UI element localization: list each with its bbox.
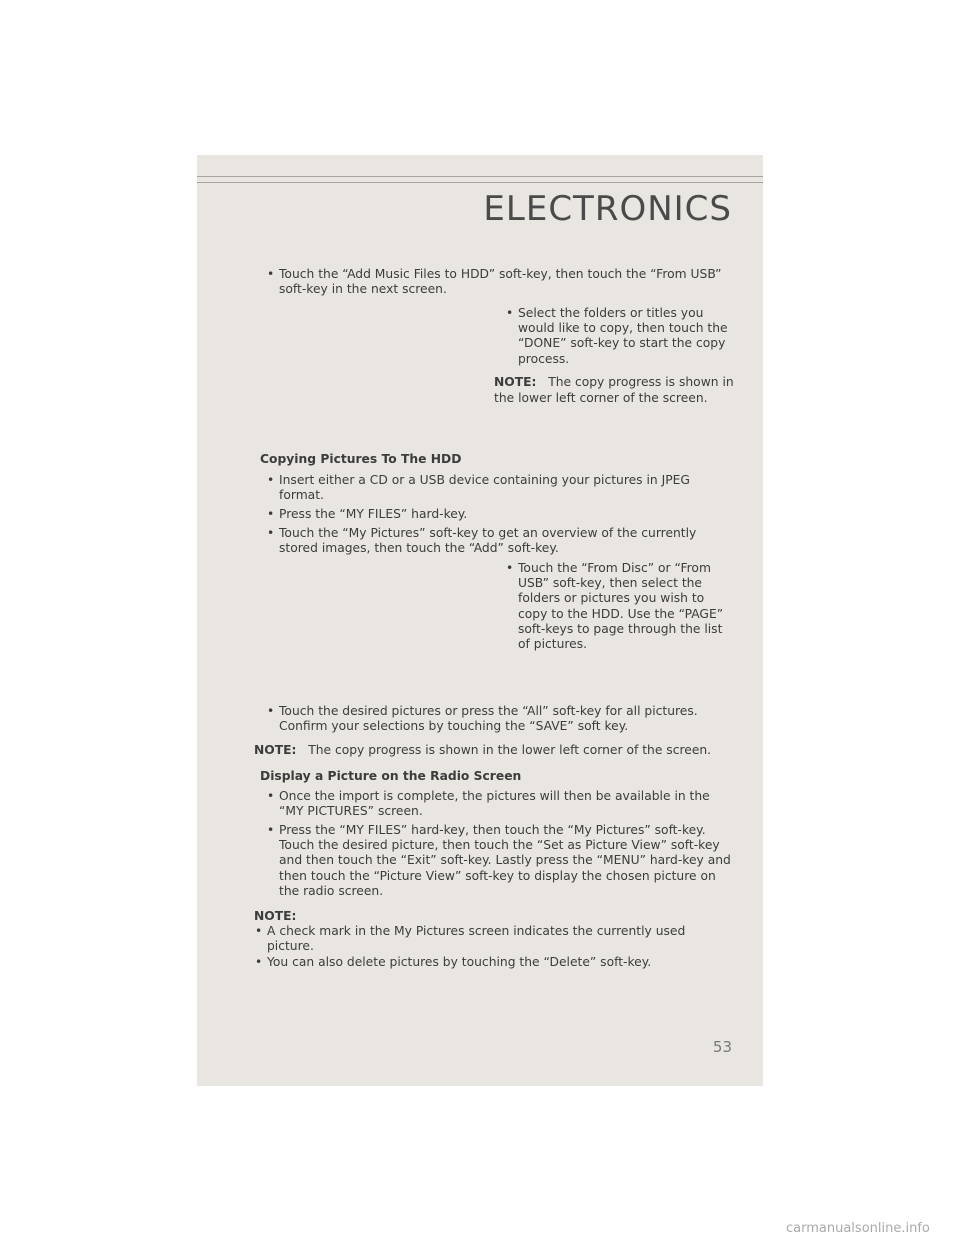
note-label: NOTE: [494,375,537,389]
list-item [267,789,729,819]
note-text: The copy progress is shown in the lower left corner of the screen. [308,743,712,757]
list-item-text: Press the “MY FILES” hard-key. [279,507,468,521]
page-content [197,155,763,1086]
bullet-marker: • [267,526,275,540]
page-number: 53 [712,1038,732,1056]
list-item [255,955,727,970]
note-label: NOTE: [254,909,297,923]
list-item-text: A check mark in the My Pictures screen indicates the currently used picture. [267,924,686,954]
bullet-marker: • [506,306,514,320]
bullet-marker: • [255,924,263,938]
list-item-text: Touch the “Add Music Files to HDD” soft-key, then touch the “From USB” soft-key in the next screen. [279,267,722,297]
list-item [267,526,724,556]
note-label: NOTE: [254,743,297,757]
bullet-marker: • [267,267,275,281]
list-item [255,924,707,954]
bullet-marker: • [267,789,275,803]
note [254,743,754,758]
list-item-text: Touch the desired pictures or press the “All” soft-key for all pictures. Confirm your selections by touching the “SAVE” soft key. [279,704,698,734]
list-item [267,473,719,503]
bullet-marker: • [267,473,275,487]
list-item-text: Touch the “From Disc” or “From USB” soft-key, then select the folders or pictures you wish to copy to the HDD. Use the “PAGE” soft-keys to page through the list of pictures. [518,561,724,652]
bullet-marker: • [267,704,275,718]
list-item [267,267,749,297]
list-item [267,507,719,522]
list-item-text: Select the folders or titles you would like to copy, then touch the “DONE” soft-key to start the copy process. [518,306,728,366]
list-item [506,306,736,367]
bullet-marker: • [267,823,275,837]
list-item [267,823,735,899]
list-item-text: Insert either a CD or a USB device containing your pictures in JPEG format. [279,473,690,503]
list-item [506,561,730,652]
list-item-text: Touch the “My Pictures” soft-key to get an overview of the currently stored images, then touch the “Add” soft-key. [279,526,697,556]
section-title: ELECTRONICS [483,189,732,229]
bullet-marker: • [506,561,514,575]
bullet-marker: • [255,955,263,969]
list-item-text: You can also delete pictures by touching the “Delete” soft-key. [267,955,652,969]
manual-page [197,155,763,1086]
bullet-marker: • [267,507,275,521]
section-heading: Copying Pictures To The HDD [260,452,462,466]
watermark: carmanualsonline.info [786,1221,930,1236]
list-item [267,704,729,734]
note-text: The copy progress is shown in the lower left corner of the screen. [494,375,734,405]
note [494,374,738,406]
list-item-text: Once the import is complete, the pictures will then be available in the “MY PICTURES” screen. [279,789,710,819]
list-item-text: Press the “MY FILES” hard-key, then touch the “My Pictures” soft-key. Touch the desired picture, then touch the “Set as Picture View” soft-key and then touch the “Exit” soft-key. Lastly press the “MENU” hard-key and then touch the “Picture View” soft-key to display the chosen picture on the radio screen. [279,823,731,898]
section-heading: Display a Picture on the Radio Screen [260,769,522,783]
